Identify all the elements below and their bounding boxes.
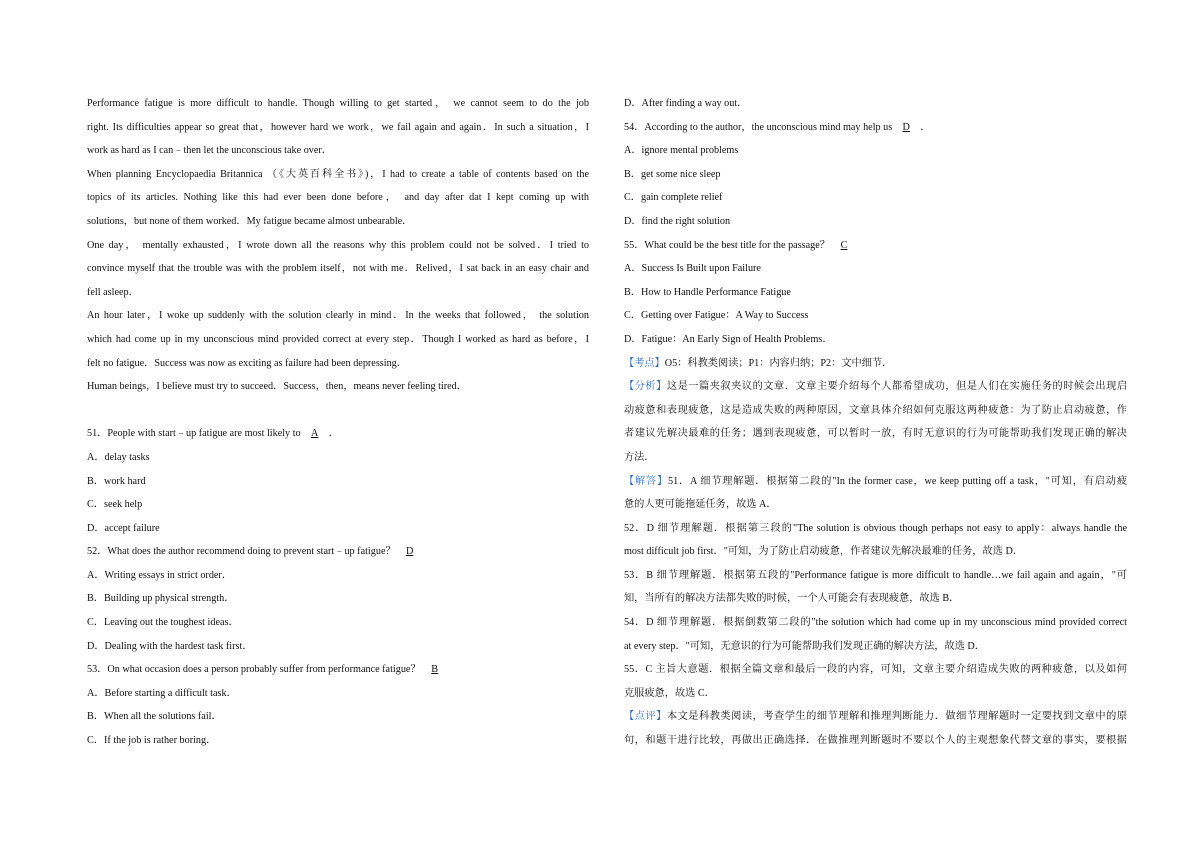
option: B．Building up physical strength． bbox=[87, 593, 235, 605]
question-stem: 52．What does the author recommend doing to prevent start﹣up fatigue？ bbox=[87, 546, 396, 558]
option: D．Dealing with the hardest task first． bbox=[87, 640, 253, 652]
question-55 bbox=[624, 234, 1127, 258]
question-52 bbox=[87, 540, 589, 564]
option: D．Fatigue：An Early Sign of Health Problems． bbox=[624, 333, 833, 345]
jieda-line: 54．D 细节理解题．根据倒数第二段的"the solution which had come up in my unconscious mind provided correct bbox=[624, 617, 1127, 629]
option: A．Writing essays in strict order． bbox=[87, 569, 233, 581]
option: D．accept failure bbox=[87, 522, 160, 534]
jieda-line: at every step．"可知，无意识的行为可能帮助我们发现正确的解决方法，故选 D． bbox=[624, 640, 985, 652]
fenxi-line: 者建议先解决最难的任务；遇到表现疲惫，可以暂时一放，有时无意识的行为可能帮助我们发现正确的解决 bbox=[624, 428, 1127, 440]
option: C．seek help bbox=[87, 499, 143, 511]
dianping-line: 句，和题干进行比较，再做出正确选择．在做推理判断题时不要以个人的主观想象代替文章的事实，要根据 bbox=[624, 735, 1127, 747]
passage-line: topics of its articles. Nothing like this had ever been done before， and day after dat I kept coming up with bbox=[87, 192, 589, 204]
option: D．After finding a way out． bbox=[624, 98, 748, 109]
option: C．Leaving out the toughest ideas． bbox=[87, 617, 239, 629]
passage-line: solutions，but none of them worked．My fatigue became almost unbearable． bbox=[87, 215, 413, 227]
passage-line: convince myself that the trouble was with the problem itself，not with me．Relived，I sat back in an easy chair and bbox=[87, 263, 589, 275]
answer-blank: D bbox=[902, 121, 910, 133]
kaodian-tag: 【考点】 bbox=[624, 357, 665, 369]
answer-blank: A bbox=[310, 428, 319, 440]
option: C．gain complete relief bbox=[624, 192, 723, 204]
passage-line: An hour later，I woke up suddenly with the solution clearly in mind．In the weeks that followed， the solution bbox=[87, 310, 589, 322]
jieda-line: 55．C 主旨大意题．根据全篇文章和最后一段的内容，可知，文章主要介绍造成失败的两种疲惫，以及如何 bbox=[624, 664, 1127, 676]
question-stem: 51．People with start﹣up fatigue are most likely to bbox=[87, 428, 301, 440]
jieda-line: 惫的人更可能拖延任务，故选 A． bbox=[624, 499, 777, 511]
passage-line: Human beings，I believe must try to succeed．Success，then，means never feeling tired． bbox=[87, 381, 467, 393]
option: A．Before starting a difficult task． bbox=[87, 687, 237, 699]
passage-line: work as hard as I can﹣then let the unconscious take over． bbox=[87, 145, 332, 157]
kaodian-text: O5：科教类阅读；P1：内容归纳；P2：文中细节． bbox=[664, 357, 893, 369]
option: A．ignore mental problems bbox=[624, 145, 739, 157]
dianping-section bbox=[624, 705, 1127, 729]
question-53 bbox=[87, 658, 589, 682]
jieda-section bbox=[624, 470, 1127, 494]
jieda-text: 51．A 细节理解题．根据第二段的"In the former case，we keep putting off a task，"可知，有启动疲 bbox=[668, 475, 1127, 487]
jieda-tag: 【解答】 bbox=[624, 475, 669, 487]
option: B．work hard bbox=[87, 475, 146, 487]
jieda-line: 53．B 细节理解题．根据第五段的"Performance fatigue is more difficult to handle…we fail again and again，"可 bbox=[624, 569, 1127, 581]
passage-line: One day， mentally exhausted，I wrote down all the reasons why this problem could not be solved．I tried to bbox=[87, 239, 589, 251]
question-stem: 54．According to the author，the unconscious mind may help us bbox=[624, 121, 893, 133]
option: C．Getting over Fatigue：A Way to Success bbox=[624, 310, 809, 322]
passage-line: Performance fatigue is more difficult to handle. Though willing to get started， we cannot seem to do the job bbox=[87, 98, 589, 109]
jieda-line: 52．D 细节理解题．根据第三段的"The solution is obvious though perhaps not easy to apply：always handle the bbox=[624, 522, 1127, 534]
dianping-tag: 【点评】 bbox=[624, 711, 667, 723]
question-stem: 55．What could be the best title for the passage？ bbox=[624, 239, 830, 251]
passage-line: right. Its difficulties appear so great that，however hard we work，we fail again and again．In such a situation，I bbox=[87, 121, 589, 133]
answer-blank: C bbox=[840, 239, 848, 251]
jieda-line: most difficult job first．"可知，为了防止启动疲惫，作者建议先解决最难的任务，故选 D． bbox=[624, 546, 1024, 558]
option: B．get some nice sleep bbox=[624, 168, 721, 180]
jieda-line: 知，当所有的解决方法都失败的时候，一个人可能会有表现疲惫，故选 B． bbox=[624, 593, 960, 605]
fenxi-section bbox=[624, 375, 1127, 399]
option: D．find the right solution bbox=[624, 215, 731, 227]
dianping-text: 本文是科教类阅读，考查学生的细节理解和推理判断能力．做细节理解题时一定要找到文章中的原 bbox=[666, 711, 1127, 723]
jieda-line: 克服疲惫，故选 C． bbox=[624, 687, 715, 699]
option: B．When all the solutions fail． bbox=[87, 711, 222, 723]
passage-line: fell asleep． bbox=[87, 286, 139, 298]
question-54: 54．According to the author，the unconscious mind may help us D ． bbox=[624, 116, 1127, 140]
option: B．How to Handle Performance Fatigue bbox=[624, 286, 791, 298]
passage-line: which had come up in my unconscious mind provided correct at every step．Though I worked as hard as before，I bbox=[87, 333, 589, 345]
option: A．delay tasks bbox=[87, 451, 150, 463]
question-51: 51．People with start﹣up fatigue are most likely to A ． bbox=[87, 422, 589, 446]
option: A．Success Is Built upon Failure bbox=[624, 263, 761, 275]
answer-blank: B bbox=[431, 664, 439, 676]
passage-line: felt no fatigue．Success was now as exciting as failure had been depressing． bbox=[87, 357, 407, 369]
fenxi-line: 方法． bbox=[624, 451, 655, 463]
option: C．If the job is rather boring． bbox=[87, 735, 217, 747]
fenxi-text: 这是一篇夹叙夹议的文章．文章主要介绍每个人都希望成功，但是人们在实施任务的时候会出现启 bbox=[666, 381, 1127, 393]
passage-line: When planning Encyclopaedia Britannica （《大英百科全书》)，I had to create a table of contents based on the bbox=[87, 168, 589, 180]
fenxi-line: 动疲惫和表现疲惫，这是造成失败的两种原因，文章具体介绍如何克服这两种疲惫：为了防止启动疲惫，作 bbox=[624, 404, 1127, 416]
left-column bbox=[87, 92, 589, 753]
right-column bbox=[624, 92, 1127, 753]
question-stem: 53．On what occasion does a person probably suffer from performance fatigue？ bbox=[87, 664, 421, 676]
fenxi-tag: 【分析】 bbox=[624, 381, 667, 393]
kaodian-section bbox=[624, 352, 1127, 376]
answer-blank: D bbox=[405, 546, 414, 558]
